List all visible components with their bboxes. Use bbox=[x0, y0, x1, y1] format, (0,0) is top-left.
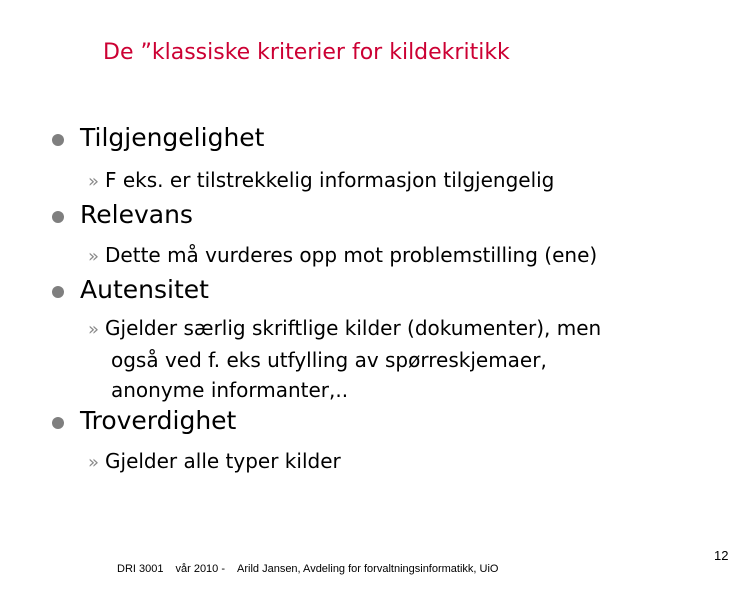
footer-course: DRI 3001 bbox=[117, 563, 164, 575]
chevron-right-icon: » bbox=[88, 319, 100, 340]
item-relevans: Relevans bbox=[80, 200, 193, 229]
bullet-icon bbox=[52, 286, 64, 298]
item-autensitet: Autensitet bbox=[80, 275, 209, 304]
footer-term: vår 2010 - bbox=[175, 563, 226, 575]
chevron-right-icon: » bbox=[88, 171, 100, 192]
subitem: » F eks. er tilstrekkelig informasjon tilgjengelig bbox=[88, 168, 555, 192]
page-number: 12 bbox=[714, 548, 729, 563]
subitem: » Gjelder særlig skriftlige kilder (dokumenter), men også ved f. eks utfylling av spørreskjemaer, anonyme informanter,.. bbox=[88, 316, 602, 402]
slide-footer bbox=[117, 563, 511, 575]
subitem: » Dette må vurderes opp mot problemstilling (ene) bbox=[88, 243, 598, 267]
bullet-icon bbox=[52, 134, 64, 146]
chevron-right-icon: » bbox=[88, 246, 100, 267]
item-tilgjengelighet: Tilgjengelighet bbox=[80, 123, 265, 152]
subitem: » Gjelder alle typer kilder bbox=[88, 449, 341, 473]
bullet-icon bbox=[52, 211, 64, 223]
item-troverdighet: Troverdighet bbox=[80, 406, 237, 435]
slide-title: De ”klassiske kriterier for kildekritikk bbox=[103, 40, 510, 65]
footer-author: Arild Jansen, Avdeling for forvaltningsinformatikk, UiO bbox=[237, 563, 499, 575]
bullet-icon bbox=[52, 417, 64, 429]
chevron-right-icon: » bbox=[88, 452, 100, 473]
